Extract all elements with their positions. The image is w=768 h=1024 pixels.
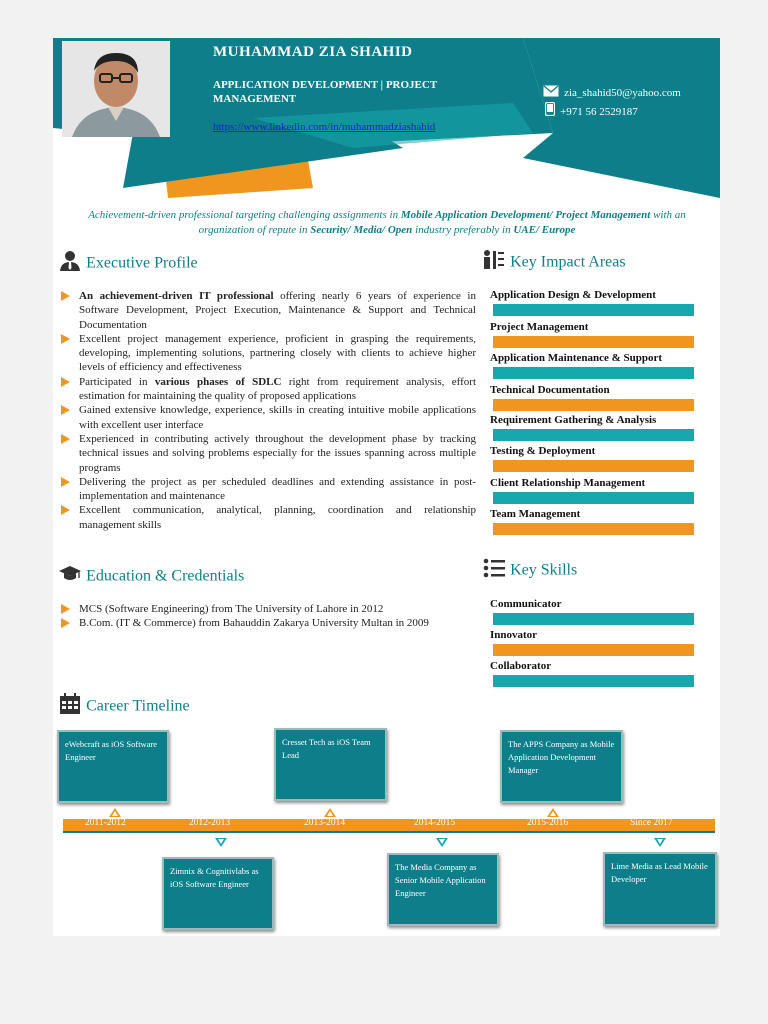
user-tie-icon [59,250,81,276]
executive-profile-list [57,289,476,532]
impact-bar [493,304,694,316]
key-skills-heading: Key Skills [510,561,578,579]
timeline-bar [63,819,715,833]
executive-profile-heading: Executive Profile [86,254,198,272]
impact-area-item: Application Design & Development [490,289,700,316]
phone-row [545,100,638,120]
education-heading: Education & Credentials [86,567,245,585]
timeline-box: eWebcraft as iOS Software Engineer [57,730,169,803]
timeline-marker-down [215,838,227,847]
timeline-marker-up [109,808,121,817]
list-icon [483,557,505,583]
list-item: An achievement-driven IT professional offering nearly 6 years of experience in Software Development, Project Execution, Maintenance & Support and Technical Documentation [57,289,476,332]
timeline-year: 2015-2016 [527,818,569,828]
timeline-box: The Media Company as Senior Mobile Application Engineer [387,853,499,926]
skill-bar [493,644,694,656]
email-row [543,81,681,101]
list-item: Gained extensive knowledge, experience, skills in creating intuitive mobile applications with excellent user interface [57,403,476,432]
impact-area-item: Requirement Gathering & Analysis [490,414,700,441]
key-impact-heading: Key Impact Areas [510,253,626,271]
timeline-box: The APPS Company as Mobile Application Development Manager [500,730,623,803]
career-objective: Achievement-driven professional targeting challenging assignments in Mobile Application Development/ Project Management with an organization of repute in Security/ Media/ Open industry preferably in UAE/ Europe [88,209,686,236]
impact-bar [493,336,694,348]
timeline-marker-up [547,808,559,817]
career-heading: Career Timeline [86,697,190,715]
list-item: Excellent project management experience, proficient in grasping the requirements, developing, implementing solutions, partnering closely with clients to achieve higher levels of efficiency and effectiveness [57,332,476,375]
timeline-box: Zimnix & Cognitivlabs as iOS Software Engineer [162,857,274,930]
candidate-title: APPLICATION DEVELOPMENT | PROJECT MANAGEMENT [213,79,437,105]
skill-bar [493,613,694,625]
profile-photo [62,41,170,137]
key-skills-heading-row [483,557,577,583]
mobile-phone-icon [545,101,555,120]
key-impact-heading-row [483,249,626,275]
graduation-cap-icon [59,563,81,589]
impact-area-item: Technical Documentation [490,384,700,411]
skill-item: Innovator [490,629,700,656]
impact-bar [493,429,694,441]
list-item: B.Com. (IT & Commerce) from Bahauddin Zakarya University Multan in 2009 [57,616,476,630]
calendar-icon [59,693,81,719]
list-item: Delivering the project as per scheduled deadlines and extending assistance in post-implementation and maintenance [57,475,476,504]
timeline-year: 2014-2015 [414,818,456,828]
list-item: MCS (Software Engineering) from The University of Lahore in 2012 [57,602,476,616]
impact-area-item: Testing & Deployment [490,445,700,472]
skill-item: Collaborator [490,660,700,687]
resume-page [53,38,720,936]
list-item: Excellent communication, analytical, planning, coordination and relationship management skills [57,503,476,532]
impact-bar [493,523,694,535]
education-heading-row [59,563,244,589]
timeline-year: 2011-2012 [85,818,126,828]
executive-profile-heading-row [59,250,198,276]
timeline-marker-down [436,838,448,847]
impact-area-item: Team Management [490,508,700,535]
impact-area-item: Client Relationship Management [490,477,700,504]
phone-text: +971 56 2529187 [560,106,638,118]
impact-bar [493,399,694,411]
timeline-box: Lime Media as Lead Mobile Developer [603,852,717,926]
linkedin-link[interactable]: https://www.linkedin.com/in/muhammadziashahid [213,121,436,133]
skill-item: Communicator [490,598,700,625]
impact-bar [493,460,694,472]
career-heading-row [59,693,190,719]
timeline-year: 2013-2014 [304,818,346,828]
education-list [57,602,476,631]
skill-bar [493,675,694,687]
impact-area-item: Application Maintenance & Support [490,352,700,379]
timeline-marker-down [654,838,666,847]
email-text[interactable]: zia_shahid50@yahoo.com [564,87,681,99]
timeline-box: Cresset Tech as iOS Team Lead [274,728,387,801]
timeline-marker-up [324,808,336,817]
impact-bar [493,492,694,504]
candidate-name: MUHAMMAD ZIA SHAHID [213,44,413,60]
impact-area-item: Project Management [490,321,700,348]
list-item: Experienced in contributing actively throughout the development phase by tracking technical issues and solving problems especially for the issues spanning across multiple programs [57,432,476,475]
impact-bar [493,367,694,379]
timeline-year: Since 2017 [630,818,673,828]
team-chart-icon [483,249,505,275]
timeline-year: 2012-2013 [189,818,231,828]
envelope-icon [543,82,559,101]
list-item: Participated in various phases of SDLC right from requirement analysis, effort estimation for maintaining the quality of proposed applications [57,375,476,404]
